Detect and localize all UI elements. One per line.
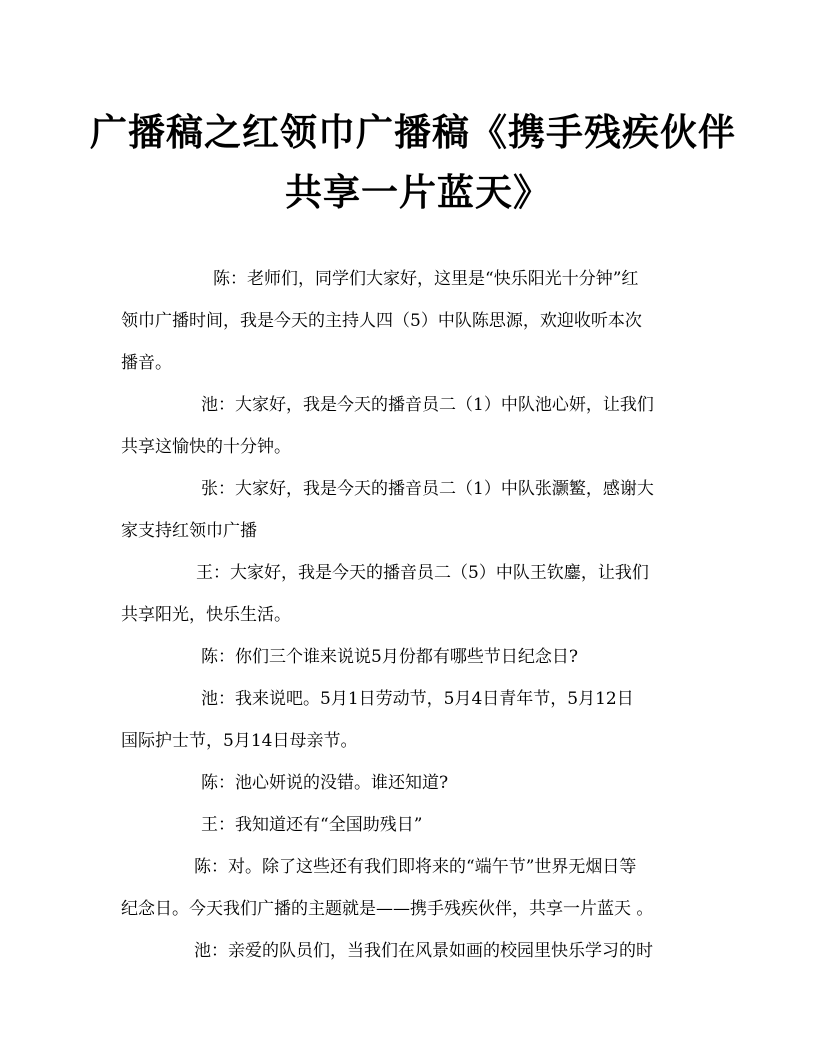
- paragraph-line: 播音。: [121, 353, 172, 373]
- document-title-line-1: 广播稿之红领巾广播稿《携手残疾伙伴: [90, 110, 736, 154]
- paragraph-line: 王：我知道还有“全国助残日”: [201, 815, 423, 835]
- paragraph-line: 池：亲爱的队员们，当我们在风景如画的校园里快乐学习的时: [194, 941, 653, 961]
- paragraph-line: 领巾广播时间，我是今天的主持人四（5）中队陈思源，欢迎收听本次: [121, 311, 642, 331]
- document-title-line-2: 共享一片蓝天》: [285, 170, 551, 214]
- paragraph-line: 陈：池心妍说的没错。谁还知道?: [201, 773, 449, 793]
- paragraph-line: 陈：老师们，同学们大家好，这里是“快乐阳光十分钟”红: [213, 269, 639, 289]
- paragraph-line: 共享阳光，快乐生活。: [121, 605, 291, 625]
- paragraph-line: 共享这愉快的十分钟。: [121, 437, 291, 457]
- paragraph-line: 国际护士节，5月14日母亲节。: [121, 731, 358, 751]
- paragraph-line: 王：大家好，我是今天的播音员二（5）中队王钦鏖，让我们: [196, 563, 649, 583]
- paragraph-line: 陈：你们三个谁来说说5月份都有哪些节日纪念日?: [201, 647, 578, 667]
- paragraph-line: 池：我来说吧。5月1日劳动节，5月4日青年节，5月12日: [201, 689, 634, 709]
- paragraph-line: 池：大家好，我是今天的播音员二（1）中队池心妍，让我们: [201, 395, 654, 415]
- paragraph-line: 纪念日。今天我们广播的主题就是——携手残疾伙伴，共享一片蓝天 。: [121, 899, 654, 919]
- paragraph-line: 家支持红领巾广播: [121, 521, 257, 541]
- paragraph-line: 陈：对。除了这些还有我们即将来的“端午节”世界无烟日等: [194, 857, 637, 877]
- paragraph-line: 张：大家好，我是今天的播音员二（1）中队张灏鳘，感谢大: [201, 479, 654, 499]
